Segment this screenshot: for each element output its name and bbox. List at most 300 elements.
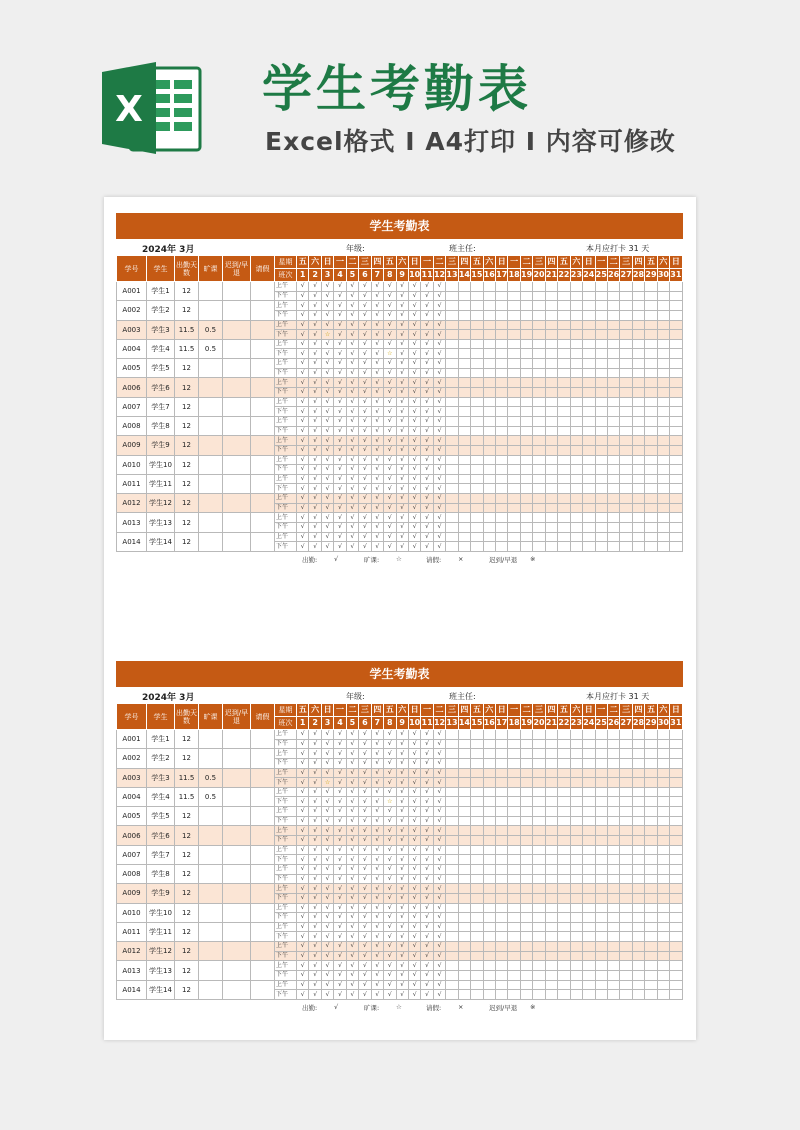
attendance-cell[interactable]: √: [421, 494, 433, 504]
attendance-cell[interactable]: [595, 282, 607, 292]
attendance-cell[interactable]: [496, 416, 508, 426]
attend-days[interactable]: 12: [175, 749, 199, 768]
attendance-cell[interactable]: [558, 874, 570, 884]
attendance-cell[interactable]: [570, 426, 582, 436]
attendance-cell[interactable]: √: [433, 942, 445, 952]
attendance-cell[interactable]: [483, 961, 495, 971]
attendance-cell[interactable]: √: [408, 359, 420, 369]
attendance-cell[interactable]: √: [396, 768, 408, 778]
attendance-cell[interactable]: √: [359, 864, 371, 874]
attendance-cell[interactable]: [620, 951, 632, 961]
attendance-cell[interactable]: [657, 980, 669, 990]
student-id[interactable]: A005: [117, 359, 147, 378]
attendance-cell[interactable]: [471, 282, 483, 292]
attendance-cell[interactable]: √: [433, 778, 445, 788]
attendance-cell[interactable]: [533, 436, 545, 446]
attendance-cell[interactable]: [607, 349, 619, 359]
attendance-cell[interactable]: [508, 797, 520, 807]
attendance-cell[interactable]: √: [309, 942, 321, 952]
attendance-cell[interactable]: √: [334, 368, 346, 378]
attendance-cell[interactable]: √: [421, 893, 433, 903]
attendance-cell[interactable]: √: [408, 455, 420, 465]
attendance-cell[interactable]: [583, 932, 595, 942]
student-id[interactable]: A007: [117, 845, 147, 864]
attendance-cell[interactable]: [471, 436, 483, 446]
attendance-cell[interactable]: [620, 513, 632, 523]
attendance-cell[interactable]: [483, 778, 495, 788]
attendance-cell[interactable]: [657, 884, 669, 894]
attendance-cell[interactable]: √: [346, 513, 358, 523]
attendance-cell[interactable]: [533, 884, 545, 894]
attendance-cell[interactable]: √: [421, 942, 433, 952]
attendance-cell[interactable]: √: [421, 884, 433, 894]
attendance-cell[interactable]: [508, 971, 520, 981]
attendance-cell[interactable]: [607, 291, 619, 301]
attendance-cell[interactable]: √: [433, 291, 445, 301]
attendance-cell[interactable]: [607, 397, 619, 407]
attendance-cell[interactable]: [520, 884, 532, 894]
attendance-cell[interactable]: [483, 455, 495, 465]
attendance-cell[interactable]: √: [309, 893, 321, 903]
attendance-cell[interactable]: [558, 893, 570, 903]
attendance-cell[interactable]: √: [384, 980, 396, 990]
attendance-cell[interactable]: √: [334, 359, 346, 369]
attendance-cell[interactable]: √: [371, 903, 383, 913]
attendance-cell[interactable]: √: [371, 407, 383, 417]
attendance-cell[interactable]: [645, 845, 657, 855]
attendance-cell[interactable]: [533, 416, 545, 426]
attendance-cell[interactable]: [657, 282, 669, 292]
attendance-cell[interactable]: [508, 320, 520, 330]
attendance-cell[interactable]: √: [371, 455, 383, 465]
attendance-cell[interactable]: [595, 455, 607, 465]
attendance-cell[interactable]: √: [321, 349, 333, 359]
attendance-cell[interactable]: [496, 388, 508, 398]
attendance-cell[interactable]: [632, 291, 644, 301]
attendance-cell[interactable]: [496, 407, 508, 417]
attendance-cell[interactable]: [533, 961, 545, 971]
attendance-cell[interactable]: [496, 542, 508, 552]
attendance-cell[interactable]: [458, 730, 470, 740]
attendance-cell[interactable]: [595, 864, 607, 874]
late-count[interactable]: [223, 397, 251, 416]
attendance-cell[interactable]: [595, 445, 607, 455]
attendance-cell[interactable]: [595, 474, 607, 484]
attendance-cell[interactable]: √: [396, 320, 408, 330]
attendance-cell[interactable]: [545, 961, 557, 971]
attendance-cell[interactable]: [558, 913, 570, 923]
attendance-cell[interactable]: √: [334, 971, 346, 981]
attendance-cell[interactable]: [583, 359, 595, 369]
attendance-cell[interactable]: [533, 845, 545, 855]
attendance-cell[interactable]: [533, 542, 545, 552]
attendance-cell[interactable]: √: [421, 903, 433, 913]
attendance-cell[interactable]: √: [346, 942, 358, 952]
attendance-cell[interactable]: [545, 368, 557, 378]
attendance-cell[interactable]: √: [384, 426, 396, 436]
attendance-cell[interactable]: [471, 320, 483, 330]
attendance-cell[interactable]: [595, 416, 607, 426]
attendance-cell[interactable]: √: [321, 730, 333, 740]
attendance-cell[interactable]: √: [408, 980, 420, 990]
leave-count[interactable]: [251, 826, 275, 845]
attendance-cell[interactable]: √: [371, 797, 383, 807]
attendance-cell[interactable]: √: [408, 320, 420, 330]
attendance-cell[interactable]: [583, 797, 595, 807]
attendance-cell[interactable]: [458, 864, 470, 874]
attendance-cell[interactable]: [632, 913, 644, 923]
attendance-cell[interactable]: √: [309, 282, 321, 292]
attendance-cell[interactable]: √: [321, 301, 333, 311]
attendance-cell[interactable]: √: [346, 339, 358, 349]
attendance-cell[interactable]: √: [321, 484, 333, 494]
student-id[interactable]: A006: [117, 826, 147, 845]
attendance-cell[interactable]: [645, 523, 657, 533]
attendance-cell[interactable]: [483, 807, 495, 817]
attendance-cell[interactable]: [446, 494, 458, 504]
attendance-cell[interactable]: √: [359, 874, 371, 884]
attendance-cell[interactable]: √: [421, 758, 433, 768]
attendance-cell[interactable]: [632, 778, 644, 788]
attendance-cell[interactable]: √: [359, 980, 371, 990]
attendance-cell[interactable]: [595, 739, 607, 749]
student-name[interactable]: 学生13: [147, 513, 175, 532]
attendance-cell[interactable]: √: [309, 523, 321, 533]
attendance-cell[interactable]: √: [371, 739, 383, 749]
attendance-cell[interactable]: [496, 301, 508, 311]
attendance-cell[interactable]: [595, 961, 607, 971]
attendance-cell[interactable]: √: [384, 310, 396, 320]
late-count[interactable]: [223, 942, 251, 961]
attendance-cell[interactable]: √: [334, 922, 346, 932]
attendance-cell[interactable]: [645, 407, 657, 417]
attendance-cell[interactable]: [471, 359, 483, 369]
attendance-cell[interactable]: [533, 730, 545, 740]
attendance-cell[interactable]: [607, 455, 619, 465]
attendance-cell[interactable]: [595, 942, 607, 952]
student-id[interactable]: A007: [117, 397, 147, 416]
attendance-cell[interactable]: [583, 339, 595, 349]
attendance-cell[interactable]: √: [421, 932, 433, 942]
attendance-cell[interactable]: [483, 922, 495, 932]
attendance-cell[interactable]: √: [346, 397, 358, 407]
attendance-cell[interactable]: [645, 320, 657, 330]
attendance-cell[interactable]: [607, 980, 619, 990]
attendance-cell[interactable]: √: [334, 951, 346, 961]
attendance-cell[interactable]: [508, 845, 520, 855]
attendance-cell[interactable]: [446, 836, 458, 846]
attendance-cell[interactable]: √: [321, 503, 333, 513]
attendance-cell[interactable]: √: [421, 474, 433, 484]
attendance-cell[interactable]: √: [346, 961, 358, 971]
attendance-cell[interactable]: [570, 532, 582, 542]
attendance-cell[interactable]: [570, 513, 582, 523]
attendance-cell[interactable]: √: [334, 797, 346, 807]
attendance-cell[interactable]: [570, 494, 582, 504]
attendance-cell[interactable]: [520, 961, 532, 971]
attendance-cell[interactable]: √: [334, 291, 346, 301]
attendance-cell[interactable]: √: [334, 310, 346, 320]
attendance-cell[interactable]: [496, 787, 508, 797]
student-id[interactable]: A014: [117, 532, 147, 551]
attendance-cell[interactable]: [520, 903, 532, 913]
attendance-cell[interactable]: √: [396, 797, 408, 807]
attendance-cell[interactable]: [620, 330, 632, 340]
attendance-cell[interactable]: [483, 301, 495, 311]
attendance-cell[interactable]: [496, 513, 508, 523]
attendance-cell[interactable]: √: [408, 845, 420, 855]
attendance-cell[interactable]: √: [346, 797, 358, 807]
attendance-cell[interactable]: √: [359, 503, 371, 513]
attendance-cell[interactable]: [607, 523, 619, 533]
attendance-cell[interactable]: √: [433, 932, 445, 942]
attendance-cell[interactable]: [446, 893, 458, 903]
attendance-cell[interactable]: √: [309, 484, 321, 494]
attendance-cell[interactable]: [657, 465, 669, 475]
attendance-cell[interactable]: [483, 378, 495, 388]
attendance-cell[interactable]: [545, 903, 557, 913]
attendance-cell[interactable]: √: [359, 359, 371, 369]
attendance-cell[interactable]: [483, 797, 495, 807]
attendance-cell[interactable]: [595, 797, 607, 807]
attendance-cell[interactable]: [670, 730, 682, 740]
attendance-cell[interactable]: [545, 523, 557, 533]
attendance-cell[interactable]: [496, 474, 508, 484]
attendance-cell[interactable]: √: [359, 388, 371, 398]
attendance-cell[interactable]: √: [334, 845, 346, 855]
late-count[interactable]: [223, 339, 251, 358]
attendance-cell[interactable]: √: [384, 778, 396, 788]
attendance-cell[interactable]: √: [309, 330, 321, 340]
attendance-cell[interactable]: √: [371, 523, 383, 533]
attendance-cell[interactable]: [446, 455, 458, 465]
attendance-cell[interactable]: [620, 749, 632, 759]
attendance-cell[interactable]: √: [396, 494, 408, 504]
attendance-cell[interactable]: [570, 320, 582, 330]
attendance-cell[interactable]: [657, 855, 669, 865]
attendance-cell[interactable]: [595, 778, 607, 788]
attendance-cell[interactable]: √: [433, 864, 445, 874]
attendance-cell[interactable]: [620, 291, 632, 301]
attendance-cell[interactable]: [607, 378, 619, 388]
attendance-cell[interactable]: [657, 310, 669, 320]
attendance-cell[interactable]: [483, 893, 495, 903]
attendance-cell[interactable]: [458, 532, 470, 542]
attendance-cell[interactable]: [545, 388, 557, 398]
attendance-cell[interactable]: √: [346, 758, 358, 768]
attendance-cell[interactable]: [545, 836, 557, 846]
attendance-cell[interactable]: [645, 359, 657, 369]
attendance-cell[interactable]: [446, 816, 458, 826]
attendance-cell[interactable]: √: [396, 864, 408, 874]
attendance-cell[interactable]: [570, 942, 582, 952]
leave-count[interactable]: [251, 845, 275, 864]
attendance-cell[interactable]: √: [346, 778, 358, 788]
attendance-cell[interactable]: [508, 349, 520, 359]
attendance-cell[interactable]: [446, 523, 458, 533]
attendance-cell[interactable]: [570, 913, 582, 923]
absent-count[interactable]: [199, 301, 223, 320]
attendance-cell[interactable]: [670, 426, 682, 436]
attend-days[interactable]: 12: [175, 436, 199, 455]
attendance-cell[interactable]: [471, 807, 483, 817]
attendance-cell[interactable]: [483, 513, 495, 523]
attendance-cell[interactable]: [446, 730, 458, 740]
attendance-cell[interactable]: [508, 397, 520, 407]
attendance-cell[interactable]: [446, 768, 458, 778]
attendance-cell[interactable]: [520, 484, 532, 494]
attendance-cell[interactable]: [458, 339, 470, 349]
attendance-cell[interactable]: [520, 542, 532, 552]
attendance-cell[interactable]: [583, 739, 595, 749]
attendance-cell[interactable]: [471, 971, 483, 981]
attendance-cell[interactable]: √: [396, 980, 408, 990]
attendance-cell[interactable]: [620, 874, 632, 884]
attendance-cell[interactable]: [607, 513, 619, 523]
attendance-cell[interactable]: √: [371, 349, 383, 359]
attendance-cell[interactable]: [570, 523, 582, 533]
attendance-cell[interactable]: √: [346, 310, 358, 320]
attendance-cell[interactable]: √: [408, 426, 420, 436]
attendance-cell[interactable]: [670, 494, 682, 504]
attendance-cell[interactable]: [570, 542, 582, 552]
attendance-cell[interactable]: [471, 903, 483, 913]
attendance-cell[interactable]: [645, 484, 657, 494]
attendance-cell[interactable]: [496, 484, 508, 494]
attendance-cell[interactable]: √: [371, 513, 383, 523]
attendance-cell[interactable]: [595, 349, 607, 359]
attendance-cell[interactable]: √: [433, 836, 445, 846]
attendance-cell[interactable]: √: [384, 397, 396, 407]
attendance-cell[interactable]: [657, 359, 669, 369]
absent-count[interactable]: [199, 474, 223, 493]
attendance-cell[interactable]: [670, 465, 682, 475]
attendance-cell[interactable]: [632, 523, 644, 533]
absent-count[interactable]: [199, 436, 223, 455]
attendance-cell[interactable]: √: [371, 758, 383, 768]
attendance-cell[interactable]: [533, 768, 545, 778]
attendance-cell[interactable]: [533, 368, 545, 378]
student-name[interactable]: 学生3: [147, 320, 175, 339]
attendance-cell[interactable]: √: [334, 349, 346, 359]
attendance-cell[interactable]: [595, 971, 607, 981]
attendance-cell[interactable]: √: [421, 282, 433, 292]
attendance-cell[interactable]: [607, 845, 619, 855]
attendance-cell[interactable]: √: [384, 922, 396, 932]
attendance-cell[interactable]: √: [309, 301, 321, 311]
attendance-cell[interactable]: √: [421, 990, 433, 1000]
attendance-cell[interactable]: [607, 951, 619, 961]
attendance-cell[interactable]: √: [408, 855, 420, 865]
attendance-cell[interactable]: [583, 893, 595, 903]
attendance-cell[interactable]: [458, 445, 470, 455]
attendance-cell[interactable]: [583, 474, 595, 484]
attendance-cell[interactable]: [446, 864, 458, 874]
attendance-cell[interactable]: √: [309, 339, 321, 349]
attendance-cell[interactable]: [670, 797, 682, 807]
attendance-cell[interactable]: [583, 903, 595, 913]
attendance-cell[interactable]: √: [371, 388, 383, 398]
attendance-cell[interactable]: [570, 349, 582, 359]
attendance-cell[interactable]: √: [346, 503, 358, 513]
attendance-cell[interactable]: √: [309, 542, 321, 552]
attendance-cell[interactable]: [632, 980, 644, 990]
attendance-cell[interactable]: [446, 378, 458, 388]
attendance-cell[interactable]: [670, 961, 682, 971]
attendance-cell[interactable]: [458, 739, 470, 749]
attendance-cell[interactable]: [595, 884, 607, 894]
attendance-cell[interactable]: √: [384, 484, 396, 494]
attendance-cell[interactable]: [607, 503, 619, 513]
attendance-cell[interactable]: √: [408, 349, 420, 359]
leave-count[interactable]: [251, 494, 275, 513]
attendance-cell[interactable]: √: [346, 523, 358, 533]
attendance-cell[interactable]: [632, 310, 644, 320]
attendance-cell[interactable]: [558, 494, 570, 504]
attendance-cell[interactable]: √: [396, 739, 408, 749]
attendance-cell[interactable]: [533, 513, 545, 523]
attendance-cell[interactable]: [558, 484, 570, 494]
attendance-cell[interactable]: [620, 320, 632, 330]
attendance-cell[interactable]: √: [346, 913, 358, 923]
attendance-cell[interactable]: √: [421, 922, 433, 932]
attendance-cell[interactable]: [583, 826, 595, 836]
attendance-cell[interactable]: √: [396, 922, 408, 932]
attendance-cell[interactable]: [533, 980, 545, 990]
attendance-cell[interactable]: √: [359, 465, 371, 475]
attendance-cell[interactable]: √: [346, 903, 358, 913]
attendance-cell[interactable]: [545, 971, 557, 981]
attendance-cell[interactable]: √: [321, 884, 333, 894]
attendance-cell[interactable]: [570, 778, 582, 788]
attendance-cell[interactable]: √: [408, 922, 420, 932]
attendance-cell[interactable]: [558, 436, 570, 446]
attendance-cell[interactable]: √: [421, 913, 433, 923]
attendance-cell[interactable]: √: [346, 465, 358, 475]
attendance-cell[interactable]: √: [433, 465, 445, 475]
attendance-cell[interactable]: √: [421, 730, 433, 740]
attendance-cell[interactable]: √: [433, 768, 445, 778]
leave-count[interactable]: [251, 961, 275, 980]
attendance-cell[interactable]: [508, 807, 520, 817]
attendance-cell[interactable]: [520, 359, 532, 369]
attendance-cell[interactable]: √: [334, 942, 346, 952]
attendance-cell[interactable]: [607, 836, 619, 846]
student-name[interactable]: 学生8: [147, 864, 175, 883]
attendance-cell[interactable]: √: [408, 864, 420, 874]
attendance-cell[interactable]: √: [346, 836, 358, 846]
attendance-cell[interactable]: √: [384, 739, 396, 749]
attendance-cell[interactable]: [558, 980, 570, 990]
attendance-cell[interactable]: √: [433, 310, 445, 320]
attendance-cell[interactable]: √: [433, 503, 445, 513]
attendance-cell[interactable]: √: [408, 339, 420, 349]
attendance-cell[interactable]: √: [321, 893, 333, 903]
attendance-cell[interactable]: [483, 397, 495, 407]
attendance-cell[interactable]: [471, 368, 483, 378]
attendance-cell[interactable]: √: [334, 330, 346, 340]
attendance-cell[interactable]: [508, 758, 520, 768]
attendance-cell[interactable]: √: [321, 758, 333, 768]
attendance-cell[interactable]: √: [421, 484, 433, 494]
attendance-cell[interactable]: [620, 836, 632, 846]
attendance-cell[interactable]: [558, 845, 570, 855]
attendance-cell[interactable]: √: [396, 787, 408, 797]
attendance-cell[interactable]: [483, 749, 495, 759]
attendance-cell[interactable]: [607, 903, 619, 913]
attendance-cell[interactable]: √: [371, 807, 383, 817]
attendance-cell[interactable]: √: [346, 807, 358, 817]
